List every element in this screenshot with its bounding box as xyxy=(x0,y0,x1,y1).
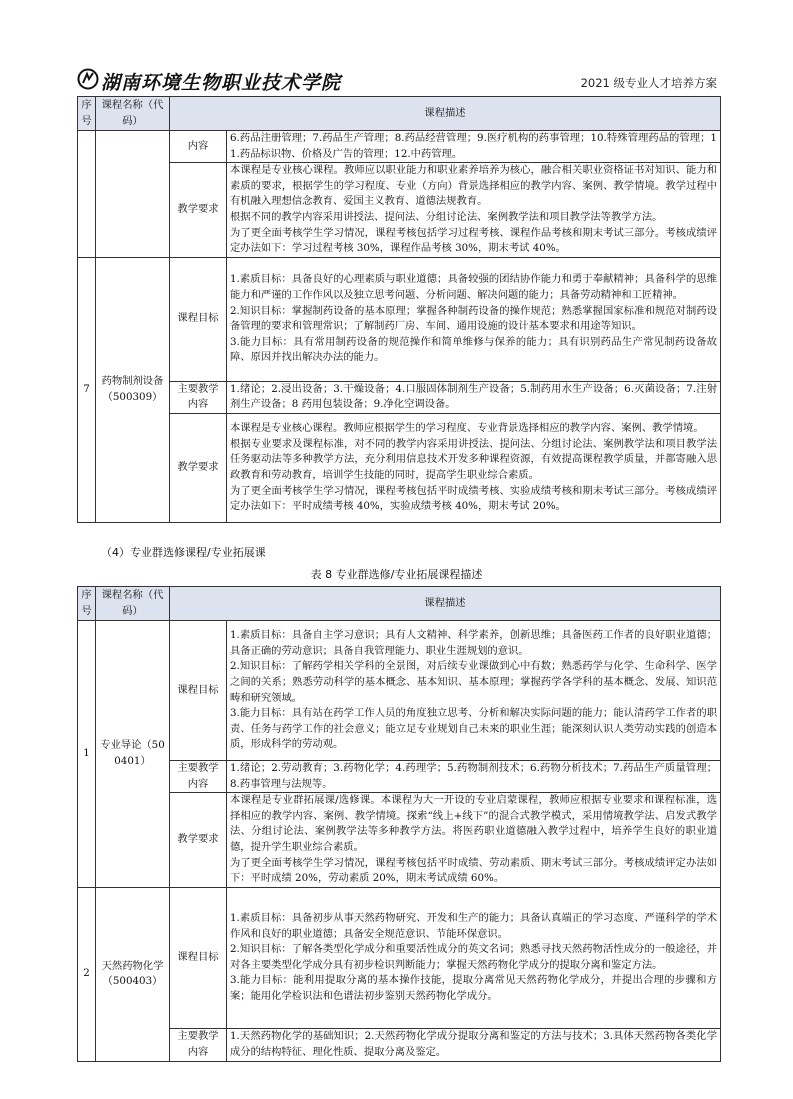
content-label: 主要教学内容 xyxy=(170,381,227,413)
course-name: 药物制剂设备（500309） xyxy=(96,257,170,522)
requirement-label: 教学要求 xyxy=(170,413,227,522)
goal-paragraph: 3.能力目标：具有常用制药设备的规范操作和简单维修与保养的能力；具有识别药品生产常见制药设备故障、原因并找出解决办法的能力。 xyxy=(230,335,717,364)
goal-paragraph: 2.知识目标：掌握制药设备的基本原理；掌握各种制药设备的操作规范；熟悉掌握国家标准和规范对制药设备管理的要求和管理常识；了解制药厂房、车间、通用设施的设计基本要求和用途等知识。 xyxy=(230,304,717,333)
course-name: 天然药物化学（500403） xyxy=(96,887,170,1061)
table-row xyxy=(78,1028,721,1061)
requirement-text xyxy=(227,413,721,522)
table-row xyxy=(78,381,721,413)
header-description: 课程描述 xyxy=(170,97,721,131)
section-heading: （4）专业群选修课程/专业拓展课 xyxy=(101,546,266,559)
content-label: 主要教学内容 xyxy=(170,1028,227,1061)
table-cell-empty xyxy=(78,131,96,258)
goal-label: 课程目标 xyxy=(170,887,227,1028)
table-header-row xyxy=(78,587,721,621)
course-table-elective xyxy=(77,586,721,1062)
table-cell-empty xyxy=(96,131,170,258)
requirement-label: 教学要求 xyxy=(170,793,227,888)
goal-text xyxy=(227,257,721,381)
content-text: 1.天然药物化学的基础知识；2.天然药物化学成分提取分离和鉴定的方法与技术；3.具体天然药物各类化学成分的结构特征、理化性质、提取分离及鉴定。 xyxy=(227,1028,721,1061)
goal-paragraph: 1.素质目标：具备初步从事天然药物研究、开发和生产的能力；具备认真端正的学习态度、严谨科学的学术作风和良好的职业道德；具备安全规范意识、节能环保意识。 xyxy=(230,911,717,940)
content-label: 主要教学内容 xyxy=(170,761,227,793)
table-header-row xyxy=(78,97,721,131)
requirement-paragraph: 本课程是专业核心课程。教师应根据学生的学习程度、专业背景选择相应的教学内容、案例、教学情境。 xyxy=(230,422,704,435)
content-label: 内容 xyxy=(170,131,227,163)
requirement-paragraph: 根据不同的教学内容采用讲授法、提问法、分组讨论法、案例教学法和项目教学法等教学方法。 xyxy=(230,210,663,223)
requirement-paragraph: 本课程是专业群拓展课/选修课。本课程为大一开设的专业启蒙课程，教师应根据专业要求和课程标准，选择相应的教学内容、案例、教学情境。探索“线上+线下”的混合式教学模式，采用情境教学法、启发式教学法、分组讨论法、案例教学法等多种教学方法。将医药职业道德融入教学过程中，培养学生良好的职业道德，提升学生职业综合素质。 xyxy=(230,794,717,853)
page-header xyxy=(77,66,719,97)
table-row xyxy=(78,257,721,381)
table-row xyxy=(78,793,721,888)
table-caption: 表 8 专业群选修/专业拓展课程描述 xyxy=(310,568,483,581)
goal-paragraph: 2.知识目标：了解各类型化学成分和重要活性成分的英文名词；熟悉寻找天然药物活性成分的一般途径，并对各主要类型化学成分具有初步检识判断能力；掌握天然药物化学成分的提取分离和鉴定方法。 xyxy=(230,943,717,971)
content-text: 6.药品注册管理；7.药品生产管理；8.药品经营管理；9.医疗机构的药事管理；10.特殊管理药品的管理；11.药品标识物、价格及广告的管理；12.中药管理。 xyxy=(227,131,721,163)
course-number: 2 xyxy=(78,887,96,1061)
goal-label: 课程目标 xyxy=(170,621,227,761)
school-emblem-icon xyxy=(77,68,99,90)
table-row xyxy=(78,887,721,1028)
table-row xyxy=(78,413,721,522)
goal-text xyxy=(227,621,721,761)
school-name-logo: 湖南环境生物职业技术学院 xyxy=(101,72,342,94)
table-row xyxy=(78,163,721,258)
header-no: 序号 xyxy=(78,97,96,131)
goal-paragraph: 3.能力目标：能利用提取分离的基本操作技能，提取分离常见天然药物化学成分，并提出合理的步骤和方案；能用化学检识法和色谱法初步鉴别天然药物化学成分。 xyxy=(230,974,717,1002)
course-number: 1 xyxy=(78,621,96,888)
requirement-text xyxy=(227,793,721,888)
goal-label: 课程目标 xyxy=(170,257,227,381)
header-description: 课程描述 xyxy=(170,587,721,621)
requirement-paragraph: 本课程是专业核心课程。教师应以职业能力和职业素养培养为核心，融合相关职业资格证书对知识、能力和素质的要求，根据学生的学习程度、专业（方向）背景选择相应的教学内容、案例、教学情境。教学过程中有机融入理想信念教育、爱国主义教育、道德法规教育。 xyxy=(230,164,717,208)
requirement-paragraph: 根据专业要求及课程标准，对不同的教学内容采用讲授法、提问法、分组讨论法、案例教学法和项目教学法任务驱动法等多种教学方法，充分利用信息技术开发多种课程资源，有效提高课程教学质量，并都寄融入思政教育和劳动教育，培训学生技能的同时，提高学生职业综合素质。 xyxy=(230,437,717,481)
goal-paragraph: 3.能力目标：具有站在药学工作人员的角度独立思考、分析和解决实际问题的能力；能认清药学工作者的职责、任务与药学工作的社会意义；能立足专业规划自己未来的职业生涯；能深刻认识人类劳动实践的创造本质，形成科学的劳动观。 xyxy=(230,707,717,751)
document-title: 2021 级专业人才培养方案 xyxy=(580,76,717,90)
content-text: 1.绪论；2.浸出设备；3.干燥设备；4.口服固体制剂生产设备；5.制药用水生产设备；6.灭菌设备；7.注射剂生产设备；8 药用包装设备；9.净化空调设备。 xyxy=(227,381,721,413)
goal-paragraph: 1.素质目标：具备良好的心理素质与职业道德；具备较强的团结协作能力和勇于奉献精神；具备科学的思维能力和严谨的工作作风以及独立思考问题、分析问题、解决问题的能力；具备劳动精神和工匠精神。 xyxy=(230,273,717,302)
table-row xyxy=(78,761,721,793)
requirement-label: 教学要求 xyxy=(170,163,227,258)
table-row xyxy=(78,621,721,761)
header-no: 序号 xyxy=(78,587,96,621)
requirement-text xyxy=(227,163,721,258)
goal-text xyxy=(227,887,721,1028)
content-text: 1.绪论；2.劳动教育；3.药物化学；4.药理学；5.药物制剂技术；6.药物分析技术；7.药品生产质量管理；8.药事管理与法规等。 xyxy=(227,761,721,793)
requirement-paragraph: 为了更全面考核学生学习情况，课程考核包括平时成绩考核、实验成绩考核和期末考试三部分。考核成绩评定办法如下：平时成绩考核 40%，实验成绩考核 40%，期末考试 20%。 xyxy=(230,484,717,513)
goal-paragraph: 1.素质目标：具备自主学习意识；具有人文精神、科学素养，创新思维；具备医药工作者的良好职业道德；具备正确的劳动意识；具备自我管理能力、职业生涯规划的意识。 xyxy=(230,629,717,657)
table-row xyxy=(78,131,721,163)
requirement-paragraph: 为了更全面考核学生学习情况，课程考核包括学习过程考核、课程作品考核和期末考试三部分。考核成绩评定办法如下：学习过程考核 30%，课程作品考核 30%，期末考试 40%。 xyxy=(230,226,717,255)
header-course-name: 课程名称（代码） xyxy=(96,97,170,131)
course-name: 专业导论（500401） xyxy=(96,621,170,888)
header-course-name: 课程名称（代码） xyxy=(96,587,170,621)
goal-paragraph: 2.知识目标：了解药学相关学科的全景图，对后续专业课做到心中有数；熟悉药学与化学、生命科学、医学之间的关系；熟悉劳动科学的基本概念、基本知识、基本原理；掌握药学各学科的基本概念、发展、知识范畴和研究领域。 xyxy=(230,660,717,704)
course-table-core xyxy=(77,96,721,523)
requirement-paragraph: 为了更全面考核学生学习情况，课程考核包括平时成绩、劳动素质、期末考试三部分。考核成绩评定办法如下：平时成绩 20%，劳动素质 20%，期末考试成绩 60%。 xyxy=(230,856,717,885)
course-number: 7 xyxy=(78,257,96,522)
